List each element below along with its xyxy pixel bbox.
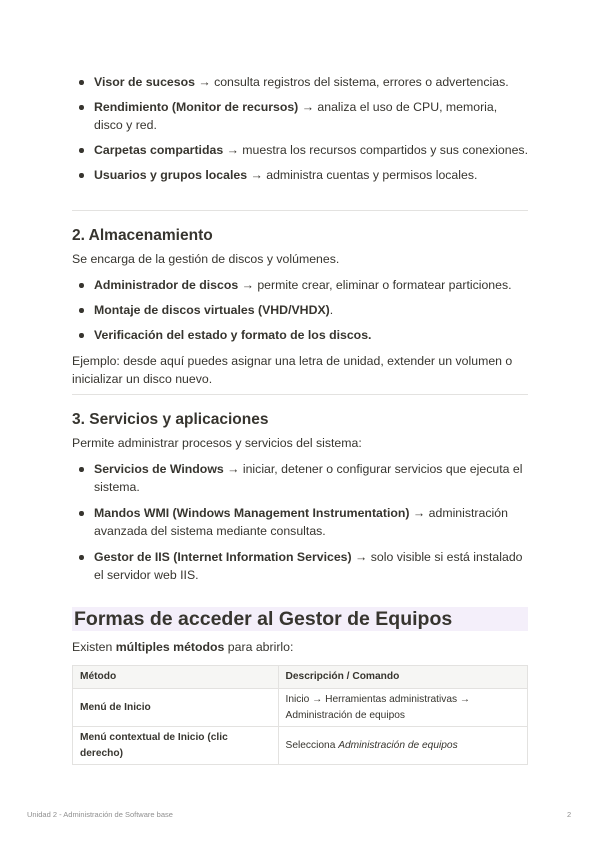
list-item: Administrador de discos → permite crear, eliminar o formatear particiones.: [72, 276, 528, 294]
storage-list: [72, 276, 528, 344]
footer-title: Unidad 2 - Administración de Software base: [27, 810, 173, 819]
list-item: Usuarios y grupos locales → administra cuentas y permisos locales.: [72, 166, 528, 184]
section-heading-services: 3. Servicios y aplicaciones: [72, 411, 269, 428]
access-methods-table: [72, 665, 528, 765]
list-item: Verificación del estado y formato de los discos.: [72, 326, 528, 344]
divider: [72, 394, 528, 395]
services-list: [72, 460, 528, 584]
divider: [72, 210, 528, 211]
access-intro: Existen múltiples métodos para abrirlo:: [72, 640, 294, 654]
storage-example: Ejemplo: desde aquí puedes asignar una letra de unidad, extender un volumen o inicializar un disco nuevo.: [72, 354, 513, 386]
list-item: Visor de sucesos → consulta registros del sistema, errores o advertencias.: [72, 73, 528, 91]
list-item: Servicios de Windows → iniciar, detener o configurar servicios que ejecuta el sistema.: [72, 460, 528, 496]
services-intro: Permite administrar procesos y servicios del sistema:: [72, 436, 362, 450]
table-header: Método: [73, 666, 279, 689]
list-item: Mandos WMI (Windows Management Instrumentation) → administración avanzada del sistema mediante consultas.: [72, 504, 528, 540]
storage-intro: Se encarga de la gestión de discos y volúmenes.: [72, 252, 340, 266]
table-row: [73, 727, 528, 765]
list-item: Montaje de discos virtuales (VHD/VHDX).: [72, 301, 528, 319]
table-cell-method: Menú contextual de Inicio (clic derecho): [73, 727, 279, 765]
intro-list: [72, 73, 528, 184]
list-item: Carpetas compartidas → muestra los recursos compartidos y sus conexiones.: [72, 141, 528, 159]
page-number: 2: [567, 810, 572, 819]
table-cell-method: Menú de Inicio: [73, 689, 279, 727]
table-cell-description: Selecciona Administración de equipos: [278, 727, 527, 765]
page-section-title: Formas de acceder al Gestor de Equipos: [72, 607, 528, 631]
list-item: Gestor de IIS (Internet Information Services) → solo visible si está instalado el servidor web IIS.: [72, 548, 528, 584]
table-header: Descripción / Comando: [278, 666, 527, 689]
table-header-row: [73, 666, 528, 689]
table-cell-description: Inicio → Herramientas administrativas → Administración de equipos: [278, 689, 527, 727]
table-row: [73, 689, 528, 727]
list-item: Rendimiento (Monitor de recursos) → analiza el uso de CPU, memoria, disco y red.: [72, 98, 528, 134]
section-heading-storage: 2. Almacenamiento: [72, 227, 213, 244]
